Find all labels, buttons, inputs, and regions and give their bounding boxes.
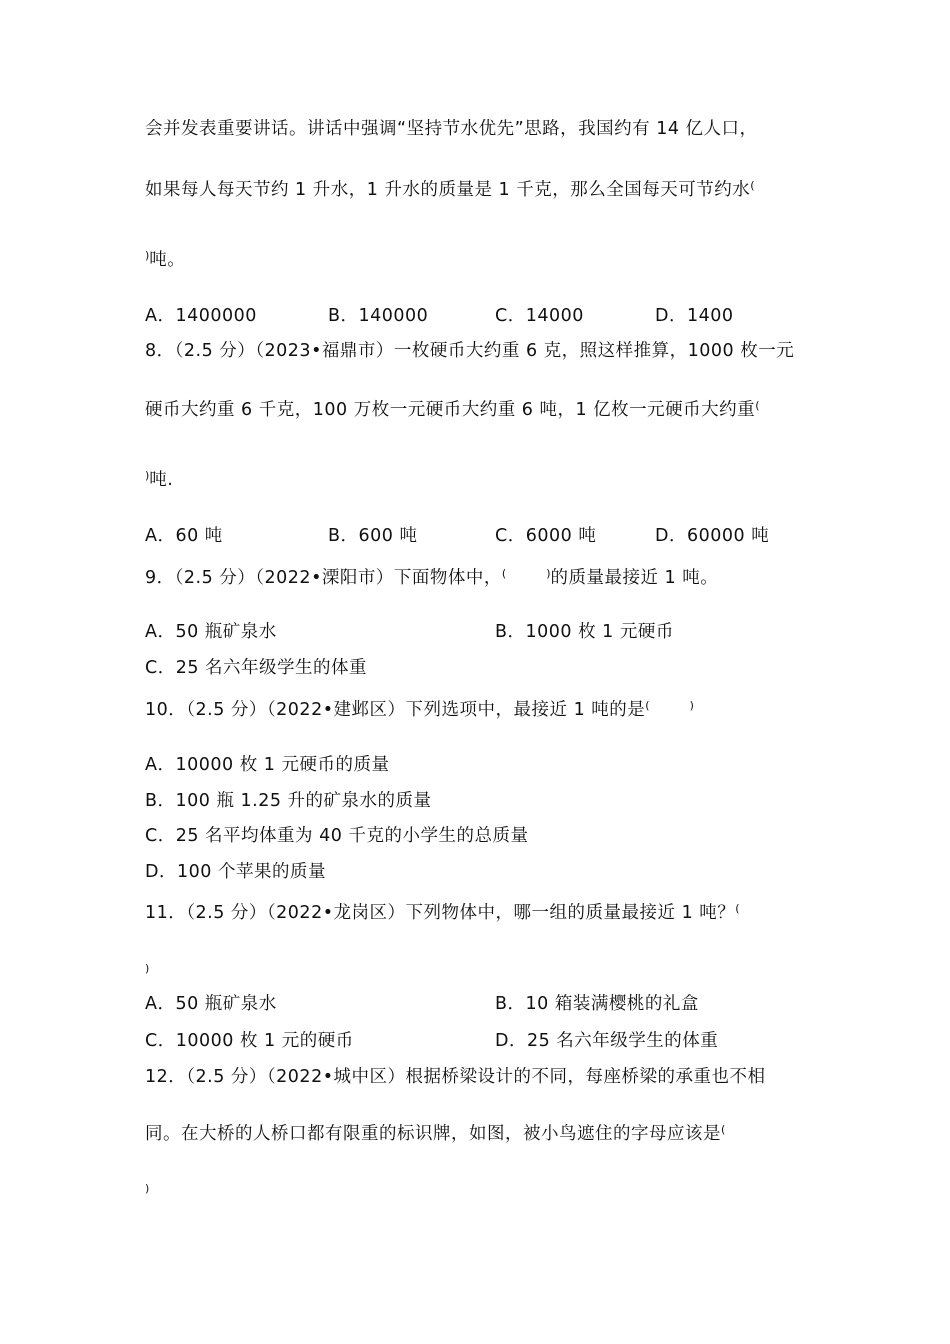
q8-close-bracket: ) [145,469,150,482]
q7-line-3-text: 吨。 [149,250,186,270]
q12-open-bracket: ( [721,1123,726,1136]
q11-option-d: D．25 名六年级学生的体重 [495,1031,719,1051]
q10-open-bracket: ( [645,699,650,712]
q10-stem-text: 10．（2.5 分）（2022•建邺区）下列选项中，最接近 1 吨的是 [145,700,646,720]
q12-close-bracket: ) [145,1182,150,1195]
q9-option-c: C．25 名六年级学生的体重 [145,658,368,678]
q10-option-d: D．100 个苹果的质量 [145,862,326,882]
q10-stem [145,695,694,721]
q8-option-d: D．60000 吨 [655,526,770,546]
q8-open-bracket: ( [755,399,760,412]
q7-close-bracket: ) [145,249,150,262]
q8-option-b: B．600 吨 [328,526,418,546]
q11-close-bracket: ) [145,962,150,975]
q12-line-2-text: 同。在大桥的人桥口都有限重的标识牌，如图，被小鸟遮住的字母应该是 [145,1124,721,1144]
q8-option-a: A．60 吨 [145,526,223,546]
q10-option-a: A．10000 枚 1 元硬币的质量 [145,755,390,775]
q10-option-b: B．100 瓶 1.25 升的矿泉水的质量 [145,791,432,811]
q9-close-bracket: ) [546,567,551,580]
q7-option-d: D．1400 [655,306,734,326]
q11-option-a: A．50 瓶矿泉水 [145,994,277,1014]
q7-open-bracket: ( [750,179,755,192]
q7-option-c: C．14000 [495,306,584,326]
q7-line-1: 会并发表重要讲话。讲话中强调“坚持节水优先”思路，我国约有 14 亿人口， [145,119,758,139]
q8-line-1: 8．（2.5 分）（2023•福鼎市）一枚硬币大约重 6 克，照这样推算，1000 枚一元 [145,341,795,361]
q8-option-c: C．6000 吨 [495,526,597,546]
q8-line-3 [145,465,173,491]
q11-open-bracket: ( [735,902,740,915]
q11-stem [145,898,740,924]
q10-close-bracket: ) [689,699,694,712]
q12-close-line [145,1178,149,1204]
q7-line-2 [145,175,755,201]
q12-line-2 [145,1119,725,1145]
q7-line-3 [145,245,185,271]
q7-option-b: B．140000 [328,306,429,326]
q9-stem-post: 的质量最接近 1 吨。 [550,568,719,588]
q9-option-b: B．1000 枚 1 元硬币 [495,622,674,642]
q10-option-c: C．25 名平均体重为 40 千克的小学生的总质量 [145,826,529,846]
q11-option-b: B．10 箱装满樱桃的礼盒 [495,994,699,1014]
q9-open-bracket: ( [501,567,507,580]
q9-stem [145,563,718,589]
q8-line-3-text: 吨. [149,470,174,490]
q11-option-c: C．10000 枚 1 元的硬币 [145,1031,354,1051]
q8-line-2-text: 硬币大约重 6 千克，100 万枚一元硬币大约重 6 吨，1 亿枚一元硬币大约重 [145,400,756,420]
q9-stem-pre: 9．（2.5 分）（2022•溧阳市）下面物体中， [145,568,502,588]
q7-line-2-text: 如果每人每天节约 1 升水，1 升水的质量是 1 千克，那么全国每天可节约水 [145,180,751,200]
q7-option-a: A．1400000 [145,306,257,326]
q12-line-1: 12．（2.5 分）（2022•城中区）根据桥梁设计的不同，每座桥梁的承重也不相 [145,1067,766,1087]
q11-stem-text: 11．（2.5 分）（2022•龙岗区）下列物体中，哪一组的质量最接近 1 吨？ [145,903,736,923]
q8-line-2 [145,395,759,421]
q9-option-a: A．50 瓶矿泉水 [145,622,277,642]
q11-close-line [145,958,149,984]
